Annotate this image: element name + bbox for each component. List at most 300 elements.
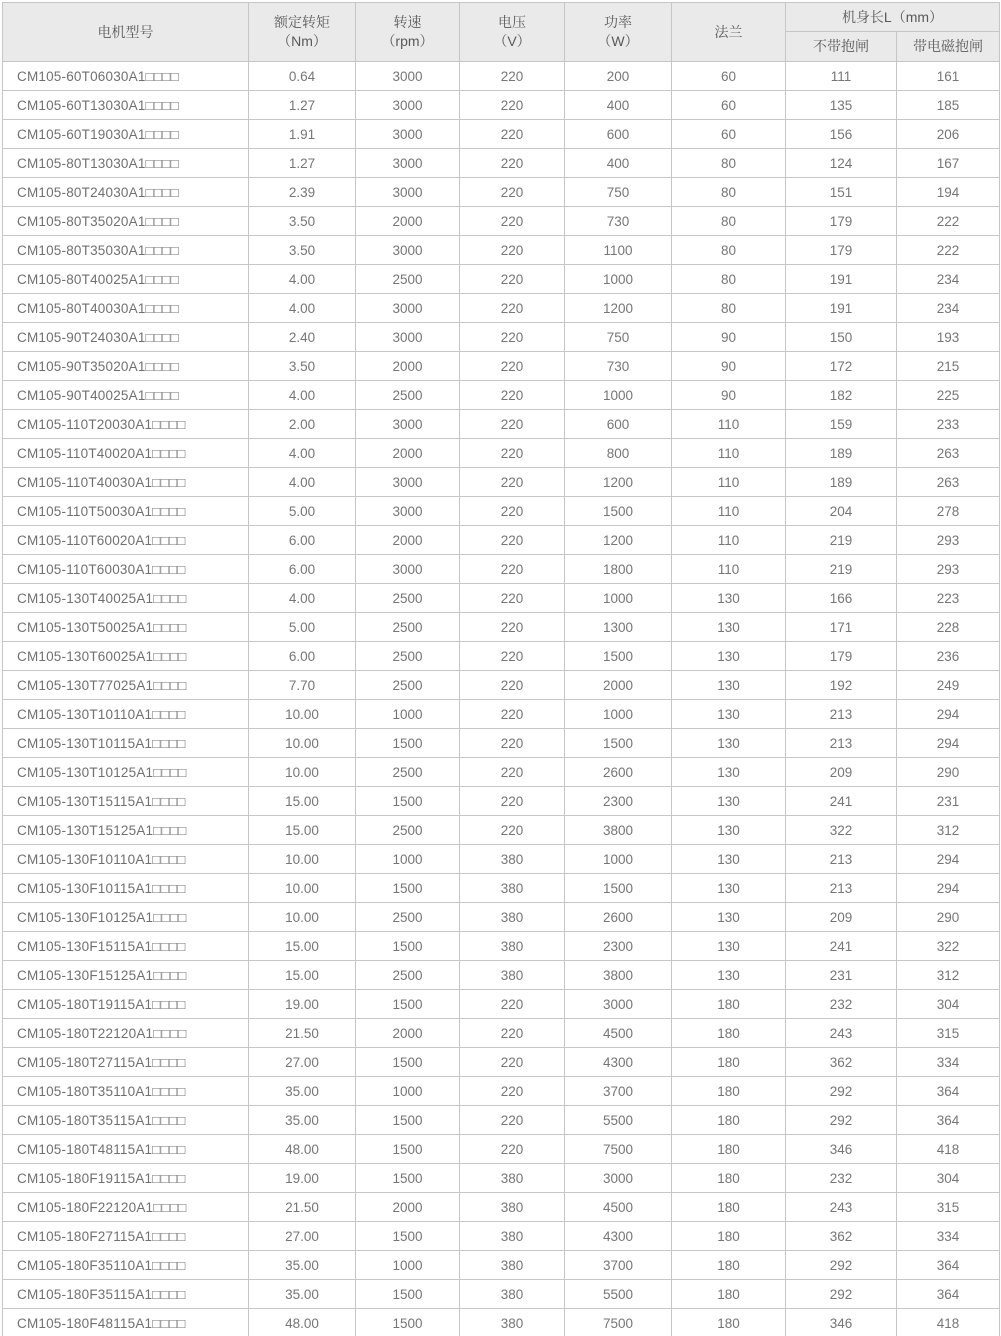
table-row <box>3 323 1000 352</box>
cell-flange: 180 <box>672 1193 786 1222</box>
cell-power: 7500 <box>565 1309 672 1336</box>
cell-speed: 2500 <box>356 903 460 932</box>
cell-flange: 110 <box>672 555 786 584</box>
cell-rated-torque: 7.70 <box>249 671 356 700</box>
table-row <box>3 1019 1000 1048</box>
cell-speed: 3000 <box>356 62 460 91</box>
cell-flange: 130 <box>672 613 786 642</box>
cell-flange: 80 <box>672 265 786 294</box>
cell-model: CM105-130T15125A1□□□□ <box>3 816 249 845</box>
cell-power: 4300 <box>565 1222 672 1251</box>
cell-length-with-brake: 290 <box>897 903 1000 932</box>
cell-rated-torque: 4.00 <box>249 294 356 323</box>
cell-length-with-brake: 161 <box>897 62 1000 91</box>
cell-speed: 2000 <box>356 1019 460 1048</box>
col-header-without-brake: 不带抱闸 <box>786 32 897 62</box>
cell-rated-torque: 35.00 <box>249 1280 356 1309</box>
cell-length-without-brake: 192 <box>786 671 897 700</box>
cell-flange: 130 <box>672 642 786 671</box>
cell-speed: 1500 <box>356 874 460 903</box>
table-row <box>3 932 1000 961</box>
cell-rated-torque: 48.00 <box>249 1135 356 1164</box>
cell-speed: 1000 <box>356 700 460 729</box>
cell-voltage: 220 <box>460 671 565 700</box>
cell-power: 4500 <box>565 1019 672 1048</box>
cell-power: 750 <box>565 178 672 207</box>
cell-speed: 2000 <box>356 207 460 236</box>
table-header <box>3 3 1000 62</box>
cell-power: 1000 <box>565 381 672 410</box>
cell-length-without-brake: 241 <box>786 932 897 961</box>
cell-model: CM105-110T40020A1□□□□ <box>3 439 249 468</box>
table-row <box>3 758 1000 787</box>
cell-model: CM105-130F10115A1□□□□ <box>3 874 249 903</box>
cell-rated-torque: 35.00 <box>249 1106 356 1135</box>
cell-length-with-brake: 364 <box>897 1251 1000 1280</box>
table-row <box>3 584 1000 613</box>
cell-length-without-brake: 213 <box>786 700 897 729</box>
cell-model: CM105-110T40030A1□□□□ <box>3 468 249 497</box>
cell-length-with-brake: 294 <box>897 729 1000 758</box>
table-row <box>3 1280 1000 1309</box>
cell-length-without-brake: 179 <box>786 236 897 265</box>
cell-power: 3700 <box>565 1251 672 1280</box>
cell-voltage: 220 <box>460 294 565 323</box>
cell-rated-torque: 4.00 <box>249 468 356 497</box>
cell-voltage: 220 <box>460 178 565 207</box>
cell-flange: 60 <box>672 120 786 149</box>
cell-voltage: 220 <box>460 584 565 613</box>
cell-speed: 1500 <box>356 990 460 1019</box>
cell-rated-torque: 35.00 <box>249 1077 356 1106</box>
table-body <box>3 62 1000 1336</box>
cell-model: CM105-60T13030A1□□□□ <box>3 91 249 120</box>
cell-model: CM105-130T10110A1□□□□ <box>3 700 249 729</box>
cell-speed: 1500 <box>356 1135 460 1164</box>
col-header-rated-torque <box>249 3 356 62</box>
cell-power: 730 <box>565 207 672 236</box>
cell-speed: 3000 <box>356 410 460 439</box>
cell-rated-torque: 3.50 <box>249 352 356 381</box>
cell-length-with-brake: 215 <box>897 352 1000 381</box>
cell-speed: 2000 <box>356 526 460 555</box>
table-row <box>3 729 1000 758</box>
cell-voltage: 220 <box>460 91 565 120</box>
cell-model: CM105-130F10110A1□□□□ <box>3 845 249 874</box>
table-row <box>3 178 1000 207</box>
col-header-body-length-group: 机身长L（mm） <box>786 3 1000 32</box>
cell-length-with-brake: 228 <box>897 613 1000 642</box>
table-row <box>3 1251 1000 1280</box>
cell-rated-torque: 27.00 <box>249 1222 356 1251</box>
cell-model: CM105-130F15115A1□□□□ <box>3 932 249 961</box>
cell-speed: 1500 <box>356 1222 460 1251</box>
cell-voltage: 220 <box>460 439 565 468</box>
cell-speed: 2500 <box>356 816 460 845</box>
cell-length-without-brake: 189 <box>786 468 897 497</box>
cell-length-without-brake: 292 <box>786 1280 897 1309</box>
cell-rated-torque: 5.00 <box>249 497 356 526</box>
cell-model: CM105-180F27115A1□□□□ <box>3 1222 249 1251</box>
cell-speed: 3000 <box>356 294 460 323</box>
cell-length-with-brake: 334 <box>897 1222 1000 1251</box>
motor-spec-table <box>2 2 1000 1336</box>
cell-model: CM105-180T22120A1□□□□ <box>3 1019 249 1048</box>
cell-length-with-brake: 304 <box>897 1164 1000 1193</box>
cell-length-without-brake: 172 <box>786 352 897 381</box>
cell-rated-torque: 35.00 <box>249 1251 356 1280</box>
table-row <box>3 845 1000 874</box>
cell-length-without-brake: 179 <box>786 207 897 236</box>
cell-speed: 1500 <box>356 1048 460 1077</box>
cell-length-with-brake: 364 <box>897 1280 1000 1309</box>
cell-voltage: 220 <box>460 381 565 410</box>
cell-length-with-brake: 249 <box>897 671 1000 700</box>
cell-power: 200 <box>565 62 672 91</box>
table-row <box>3 294 1000 323</box>
table-row <box>3 642 1000 671</box>
cell-flange: 130 <box>672 758 786 787</box>
cell-length-without-brake: 182 <box>786 381 897 410</box>
cell-model: CM105-130T50025A1□□□□ <box>3 613 249 642</box>
cell-length-with-brake: 222 <box>897 236 1000 265</box>
table-row <box>3 1309 1000 1336</box>
cell-flange: 80 <box>672 236 786 265</box>
cell-length-with-brake: 193 <box>897 323 1000 352</box>
cell-model: CM105-180F48115A1□□□□ <box>3 1309 249 1336</box>
cell-power: 1000 <box>565 584 672 613</box>
cell-length-without-brake: 213 <box>786 874 897 903</box>
cell-length-without-brake: 292 <box>786 1077 897 1106</box>
cell-voltage: 380 <box>460 1193 565 1222</box>
cell-voltage: 220 <box>460 468 565 497</box>
col-header-speed-line2: （rpm） <box>381 33 434 49</box>
cell-rated-torque: 0.64 <box>249 62 356 91</box>
cell-length-with-brake: 222 <box>897 207 1000 236</box>
cell-rated-torque: 2.00 <box>249 410 356 439</box>
cell-voltage: 380 <box>460 1164 565 1193</box>
cell-length-without-brake: 231 <box>786 961 897 990</box>
cell-length-with-brake: 278 <box>897 497 1000 526</box>
cell-length-with-brake: 185 <box>897 91 1000 120</box>
cell-rated-torque: 21.50 <box>249 1019 356 1048</box>
cell-model: CM105-80T40030A1□□□□ <box>3 294 249 323</box>
cell-model: CM105-180F35110A1□□□□ <box>3 1251 249 1280</box>
cell-length-without-brake: 243 <box>786 1193 897 1222</box>
cell-flange: 110 <box>672 468 786 497</box>
cell-speed: 1000 <box>356 845 460 874</box>
cell-length-without-brake: 232 <box>786 990 897 1019</box>
cell-length-with-brake: 206 <box>897 120 1000 149</box>
cell-length-without-brake: 156 <box>786 120 897 149</box>
cell-model: CM105-180T35115A1□□□□ <box>3 1106 249 1135</box>
cell-length-without-brake: 362 <box>786 1048 897 1077</box>
cell-voltage: 220 <box>460 613 565 642</box>
cell-speed: 2500 <box>356 613 460 642</box>
cell-power: 400 <box>565 91 672 120</box>
cell-voltage: 220 <box>460 352 565 381</box>
cell-power: 730 <box>565 352 672 381</box>
cell-rated-torque: 48.00 <box>249 1309 356 1336</box>
table-row <box>3 787 1000 816</box>
cell-voltage: 380 <box>460 1280 565 1309</box>
cell-flange: 110 <box>672 410 786 439</box>
cell-speed: 1000 <box>356 1251 460 1280</box>
cell-length-without-brake: 362 <box>786 1222 897 1251</box>
table-row <box>3 874 1000 903</box>
cell-speed: 1500 <box>356 932 460 961</box>
cell-rated-torque: 4.00 <box>249 265 356 294</box>
cell-flange: 180 <box>672 1309 786 1336</box>
cell-flange: 180 <box>672 1251 786 1280</box>
cell-speed: 1500 <box>356 1164 460 1193</box>
cell-rated-torque: 15.00 <box>249 816 356 845</box>
cell-length-without-brake: 219 <box>786 555 897 584</box>
cell-speed: 3000 <box>356 120 460 149</box>
cell-power: 2600 <box>565 903 672 932</box>
table-row <box>3 62 1000 91</box>
cell-rated-torque: 1.27 <box>249 91 356 120</box>
table-row <box>3 91 1000 120</box>
cell-voltage: 220 <box>460 410 565 439</box>
cell-power: 3800 <box>565 961 672 990</box>
cell-model: CM105-180T35110A1□□□□ <box>3 1077 249 1106</box>
table-row <box>3 207 1000 236</box>
cell-length-with-brake: 315 <box>897 1193 1000 1222</box>
cell-model: CM105-80T13030A1□□□□ <box>3 149 249 178</box>
cell-model: CM105-90T24030A1□□□□ <box>3 323 249 352</box>
cell-voltage: 220 <box>460 1135 565 1164</box>
cell-length-with-brake: 234 <box>897 265 1000 294</box>
cell-rated-torque: 19.00 <box>249 990 356 1019</box>
cell-length-with-brake: 231 <box>897 787 1000 816</box>
cell-voltage: 380 <box>460 932 565 961</box>
cell-model: CM105-180T27115A1□□□□ <box>3 1048 249 1077</box>
table-row <box>3 439 1000 468</box>
cell-rated-torque: 6.00 <box>249 555 356 584</box>
cell-flange: 60 <box>672 62 786 91</box>
table-row <box>3 236 1000 265</box>
cell-length-with-brake: 223 <box>897 584 1000 613</box>
table-row <box>3 1222 1000 1251</box>
cell-length-without-brake: 171 <box>786 613 897 642</box>
cell-power: 2300 <box>565 787 672 816</box>
cell-model: CM105-130T60025A1□□□□ <box>3 642 249 671</box>
cell-rated-torque: 19.00 <box>249 1164 356 1193</box>
cell-speed: 2000 <box>356 1193 460 1222</box>
cell-length-with-brake: 290 <box>897 758 1000 787</box>
cell-power: 1000 <box>565 700 672 729</box>
table-row <box>3 149 1000 178</box>
cell-model: CM105-130T10125A1□□□□ <box>3 758 249 787</box>
cell-length-with-brake: 293 <box>897 555 1000 584</box>
cell-rated-torque: 27.00 <box>249 1048 356 1077</box>
cell-flange: 130 <box>672 700 786 729</box>
cell-flange: 130 <box>672 787 786 816</box>
cell-length-without-brake: 322 <box>786 816 897 845</box>
cell-power: 1000 <box>565 265 672 294</box>
cell-model: CM105-130T40025A1□□□□ <box>3 584 249 613</box>
cell-flange: 180 <box>672 1019 786 1048</box>
cell-model: CM105-130F10125A1□□□□ <box>3 903 249 932</box>
cell-flange: 80 <box>672 294 786 323</box>
cell-flange: 60 <box>672 91 786 120</box>
cell-length-with-brake: 263 <box>897 468 1000 497</box>
cell-speed: 1000 <box>356 1077 460 1106</box>
cell-flange: 130 <box>672 584 786 613</box>
cell-voltage: 220 <box>460 149 565 178</box>
cell-power: 400 <box>565 149 672 178</box>
cell-length-with-brake: 418 <box>897 1135 1000 1164</box>
cell-power: 3000 <box>565 990 672 1019</box>
cell-flange: 110 <box>672 526 786 555</box>
cell-voltage: 220 <box>460 120 565 149</box>
cell-speed: 3000 <box>356 468 460 497</box>
cell-rated-torque: 15.00 <box>249 787 356 816</box>
cell-length-without-brake: 111 <box>786 62 897 91</box>
cell-flange: 130 <box>672 729 786 758</box>
cell-length-with-brake: 294 <box>897 874 1000 903</box>
cell-rated-torque: 15.00 <box>249 932 356 961</box>
cell-speed: 3000 <box>356 555 460 584</box>
cell-model: CM105-80T35020A1□□□□ <box>3 207 249 236</box>
table-row <box>3 497 1000 526</box>
cell-voltage: 220 <box>460 62 565 91</box>
table-row <box>3 816 1000 845</box>
cell-rated-torque: 3.50 <box>249 207 356 236</box>
cell-model: CM105-180T48115A1□□□□ <box>3 1135 249 1164</box>
cell-speed: 1500 <box>356 729 460 758</box>
cell-model: CM105-90T40025A1□□□□ <box>3 381 249 410</box>
cell-rated-torque: 2.39 <box>249 178 356 207</box>
table-row <box>3 1106 1000 1135</box>
cell-length-with-brake: 322 <box>897 932 1000 961</box>
cell-power: 1200 <box>565 468 672 497</box>
cell-rated-torque: 6.00 <box>249 526 356 555</box>
cell-power: 3800 <box>565 816 672 845</box>
cell-flange: 180 <box>672 1106 786 1135</box>
cell-rated-torque: 4.00 <box>249 584 356 613</box>
col-header-rated-torque-line1: 额定转矩 <box>274 14 330 30</box>
cell-power: 1000 <box>565 845 672 874</box>
cell-rated-torque: 10.00 <box>249 758 356 787</box>
cell-voltage: 220 <box>460 1106 565 1135</box>
cell-rated-torque: 15.00 <box>249 961 356 990</box>
cell-length-with-brake: 315 <box>897 1019 1000 1048</box>
cell-voltage: 220 <box>460 729 565 758</box>
cell-flange: 180 <box>672 1048 786 1077</box>
cell-model: CM105-180F19115A1□□□□ <box>3 1164 249 1193</box>
cell-length-with-brake: 304 <box>897 990 1000 1019</box>
col-header-with-brake: 带电磁抱闸 <box>897 32 1000 62</box>
cell-power: 2600 <box>565 758 672 787</box>
cell-speed: 2500 <box>356 265 460 294</box>
cell-rated-torque: 5.00 <box>249 613 356 642</box>
col-header-rated-torque-line2: （Nm） <box>277 33 327 49</box>
table-row <box>3 1048 1000 1077</box>
cell-flange: 80 <box>672 178 786 207</box>
cell-voltage: 380 <box>460 1309 565 1336</box>
table-row <box>3 700 1000 729</box>
cell-length-without-brake: 166 <box>786 584 897 613</box>
cell-length-without-brake: 191 <box>786 265 897 294</box>
cell-voltage: 380 <box>460 845 565 874</box>
cell-length-without-brake: 209 <box>786 903 897 932</box>
cell-speed: 2500 <box>356 758 460 787</box>
cell-length-with-brake: 294 <box>897 700 1000 729</box>
table-row <box>3 903 1000 932</box>
cell-power: 800 <box>565 439 672 468</box>
cell-model: CM105-110T60030A1□□□□ <box>3 555 249 584</box>
cell-flange: 180 <box>672 1135 786 1164</box>
cell-voltage: 220 <box>460 642 565 671</box>
cell-flange: 130 <box>672 671 786 700</box>
col-header-power <box>565 3 672 62</box>
cell-flange: 130 <box>672 961 786 990</box>
cell-power: 4300 <box>565 1048 672 1077</box>
cell-power: 1100 <box>565 236 672 265</box>
cell-speed: 3000 <box>356 178 460 207</box>
cell-model: CM105-90T35020A1□□□□ <box>3 352 249 381</box>
cell-length-without-brake: 213 <box>786 729 897 758</box>
table-row <box>3 526 1000 555</box>
cell-flange: 80 <box>672 149 786 178</box>
cell-length-with-brake: 225 <box>897 381 1000 410</box>
cell-voltage: 380 <box>460 1251 565 1280</box>
cell-speed: 2000 <box>356 439 460 468</box>
cell-length-without-brake: 151 <box>786 178 897 207</box>
cell-rated-torque: 10.00 <box>249 700 356 729</box>
cell-rated-torque: 10.00 <box>249 845 356 874</box>
cell-length-with-brake: 263 <box>897 439 1000 468</box>
table-row <box>3 352 1000 381</box>
cell-voltage: 220 <box>460 555 565 584</box>
cell-power: 5500 <box>565 1280 672 1309</box>
cell-speed: 1500 <box>356 1106 460 1135</box>
cell-speed: 2500 <box>356 642 460 671</box>
cell-model: CM105-80T40025A1□□□□ <box>3 265 249 294</box>
cell-rated-torque: 2.40 <box>249 323 356 352</box>
cell-length-with-brake: 233 <box>897 410 1000 439</box>
cell-model: CM105-180F22120A1□□□□ <box>3 1193 249 1222</box>
cell-model: CM105-130F15125A1□□□□ <box>3 961 249 990</box>
cell-voltage: 380 <box>460 1222 565 1251</box>
cell-length-without-brake: 159 <box>786 410 897 439</box>
cell-speed: 3000 <box>356 236 460 265</box>
cell-rated-torque: 10.00 <box>249 903 356 932</box>
cell-rated-torque: 4.00 <box>249 439 356 468</box>
table-row <box>3 381 1000 410</box>
cell-length-with-brake: 312 <box>897 816 1000 845</box>
cell-voltage: 220 <box>460 990 565 1019</box>
cell-voltage: 220 <box>460 758 565 787</box>
cell-power: 2000 <box>565 671 672 700</box>
col-header-power-line1: 功率 <box>604 14 632 30</box>
cell-speed: 1500 <box>356 1280 460 1309</box>
cell-model: CM105-110T60020A1□□□□ <box>3 526 249 555</box>
cell-length-with-brake: 364 <box>897 1106 1000 1135</box>
cell-flange: 180 <box>672 990 786 1019</box>
table-row <box>3 1135 1000 1164</box>
cell-voltage: 220 <box>460 700 565 729</box>
cell-length-with-brake: 234 <box>897 294 1000 323</box>
cell-flange: 180 <box>672 1077 786 1106</box>
cell-flange: 130 <box>672 903 786 932</box>
cell-model: CM105-60T19030A1□□□□ <box>3 120 249 149</box>
cell-power: 4500 <box>565 1193 672 1222</box>
cell-speed: 2500 <box>356 961 460 990</box>
cell-model: CM105-130T77025A1□□□□ <box>3 671 249 700</box>
